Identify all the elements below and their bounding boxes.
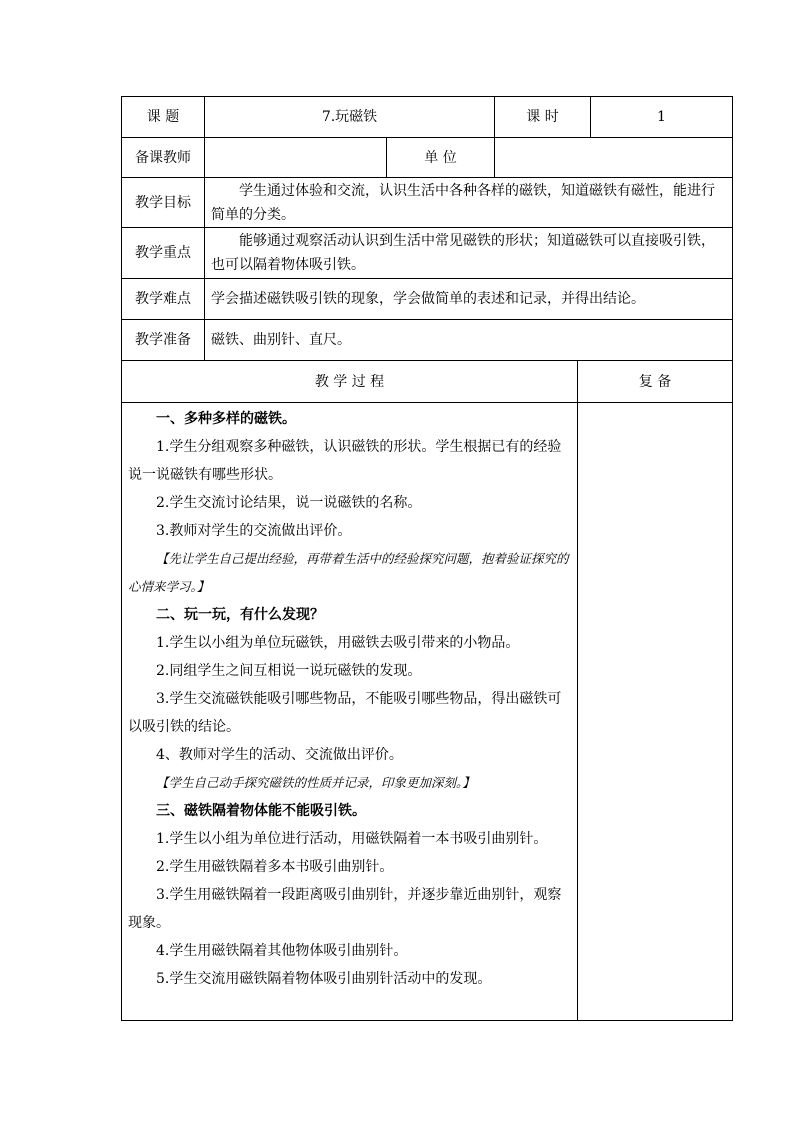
process-content xyxy=(122,403,578,1020)
section-2-step-2: 2.同组学生之间互相说一说玩磁铁的发现。 xyxy=(156,663,422,679)
row-preparation xyxy=(121,320,733,361)
unit-value xyxy=(495,138,732,177)
goal-label: 教学目标 xyxy=(122,178,205,227)
section-3-step-3: 3.学生用磁铁隔着一段距离吸引曲别针，并逐步靠近曲别针，观察现象。 xyxy=(128,887,562,931)
process-header: 教 学 过 程 xyxy=(122,361,578,402)
preparation-text: 磁铁、曲别针、直尺。 xyxy=(211,332,351,348)
teacher-label: 备课教师 xyxy=(122,138,205,177)
section-1-title: 一、多种多样的磁铁。 xyxy=(156,411,296,427)
lesson-plan-table xyxy=(121,96,733,1021)
row-goal xyxy=(121,178,733,228)
row-difficulty xyxy=(121,279,733,320)
row-topic xyxy=(121,96,733,138)
section-2-title: 二、玩一玩，有什么发现？ xyxy=(156,607,324,623)
difficulty-label: 教学难点 xyxy=(122,279,205,319)
section-2-step-4: 4、教师对学生的活动、交流做出评价。 xyxy=(156,747,403,763)
section-3-title: 三、磁铁隔着物体能不能吸引铁。 xyxy=(156,803,366,819)
teacher-value xyxy=(205,138,387,177)
row-teacher xyxy=(121,138,733,178)
section-2-step-1: 1.学生以小组为单位玩磁铁，用磁铁去吸引带来的小物品。 xyxy=(156,635,520,651)
section-2-note: 【学生自己动手探究磁铁的性质并记录，印象更加深刻。】 xyxy=(156,775,475,790)
section-2-step-3: 3.学生交流磁铁能吸引哪些物品，不能吸引哪些物品，得出磁铁可以吸引铁的结论。 xyxy=(128,691,562,735)
section-1-note: 【先让学生自己提出经验，再带着生活中的经验探究问题，抱着验证探究的心情来学习。】 xyxy=(128,551,569,594)
section-3-step-1: 1.学生以小组为单位进行活动，用磁铁隔着一本书吸引曲别针。 xyxy=(156,831,548,847)
preparation-label: 教学准备 xyxy=(122,320,205,360)
section-1-step-3: 3.教师对学生的交流做出评价。 xyxy=(156,523,352,539)
period-label: 课 时 xyxy=(495,97,591,137)
key-label: 教学重点 xyxy=(122,228,205,278)
section-3-step-2: 2.学生用磁铁隔着多本书吸引曲别针。 xyxy=(156,859,394,875)
period-value: 1 xyxy=(657,109,666,125)
row-key xyxy=(121,228,733,279)
key-text: 能够通过观察活动认识到生活中常见磁铁的形状；知道磁铁可以直接吸引铁，也可以隔着物体吸引铁。 xyxy=(211,233,715,273)
section-1-step-2: 2.学生交流讨论结果，说一说磁铁的名称。 xyxy=(156,495,422,511)
section-3-step-5: 5.学生交流用磁铁隔着物体吸引曲别针活动中的发现。 xyxy=(156,971,492,987)
row-process-header xyxy=(121,361,733,403)
revision-column xyxy=(578,403,732,1020)
topic-label: 课 题 xyxy=(122,97,205,137)
difficulty-text: 学会描述磁铁吸引铁的现象，学会做简单的表述和记录，并得出结论。 xyxy=(211,291,645,307)
section-3-step-4: 4.学生用磁铁隔着其他物体吸引曲别针。 xyxy=(156,943,408,959)
section-1-step-1: 1.学生分组观察多种磁铁，认识磁铁的形状。学生根据已有的经验说一说磁铁有哪些形状。 xyxy=(128,439,562,483)
process-body xyxy=(121,403,733,1021)
goal-text: 学生通过体验和交流，认识生活中各种各样的磁铁，知道磁铁有磁性，能进行简单的分类。 xyxy=(211,182,715,223)
topic-value: 7.玩磁铁 xyxy=(205,97,495,137)
unit-label: 单 位 xyxy=(387,138,495,177)
revision-header: 复 备 xyxy=(638,373,672,390)
